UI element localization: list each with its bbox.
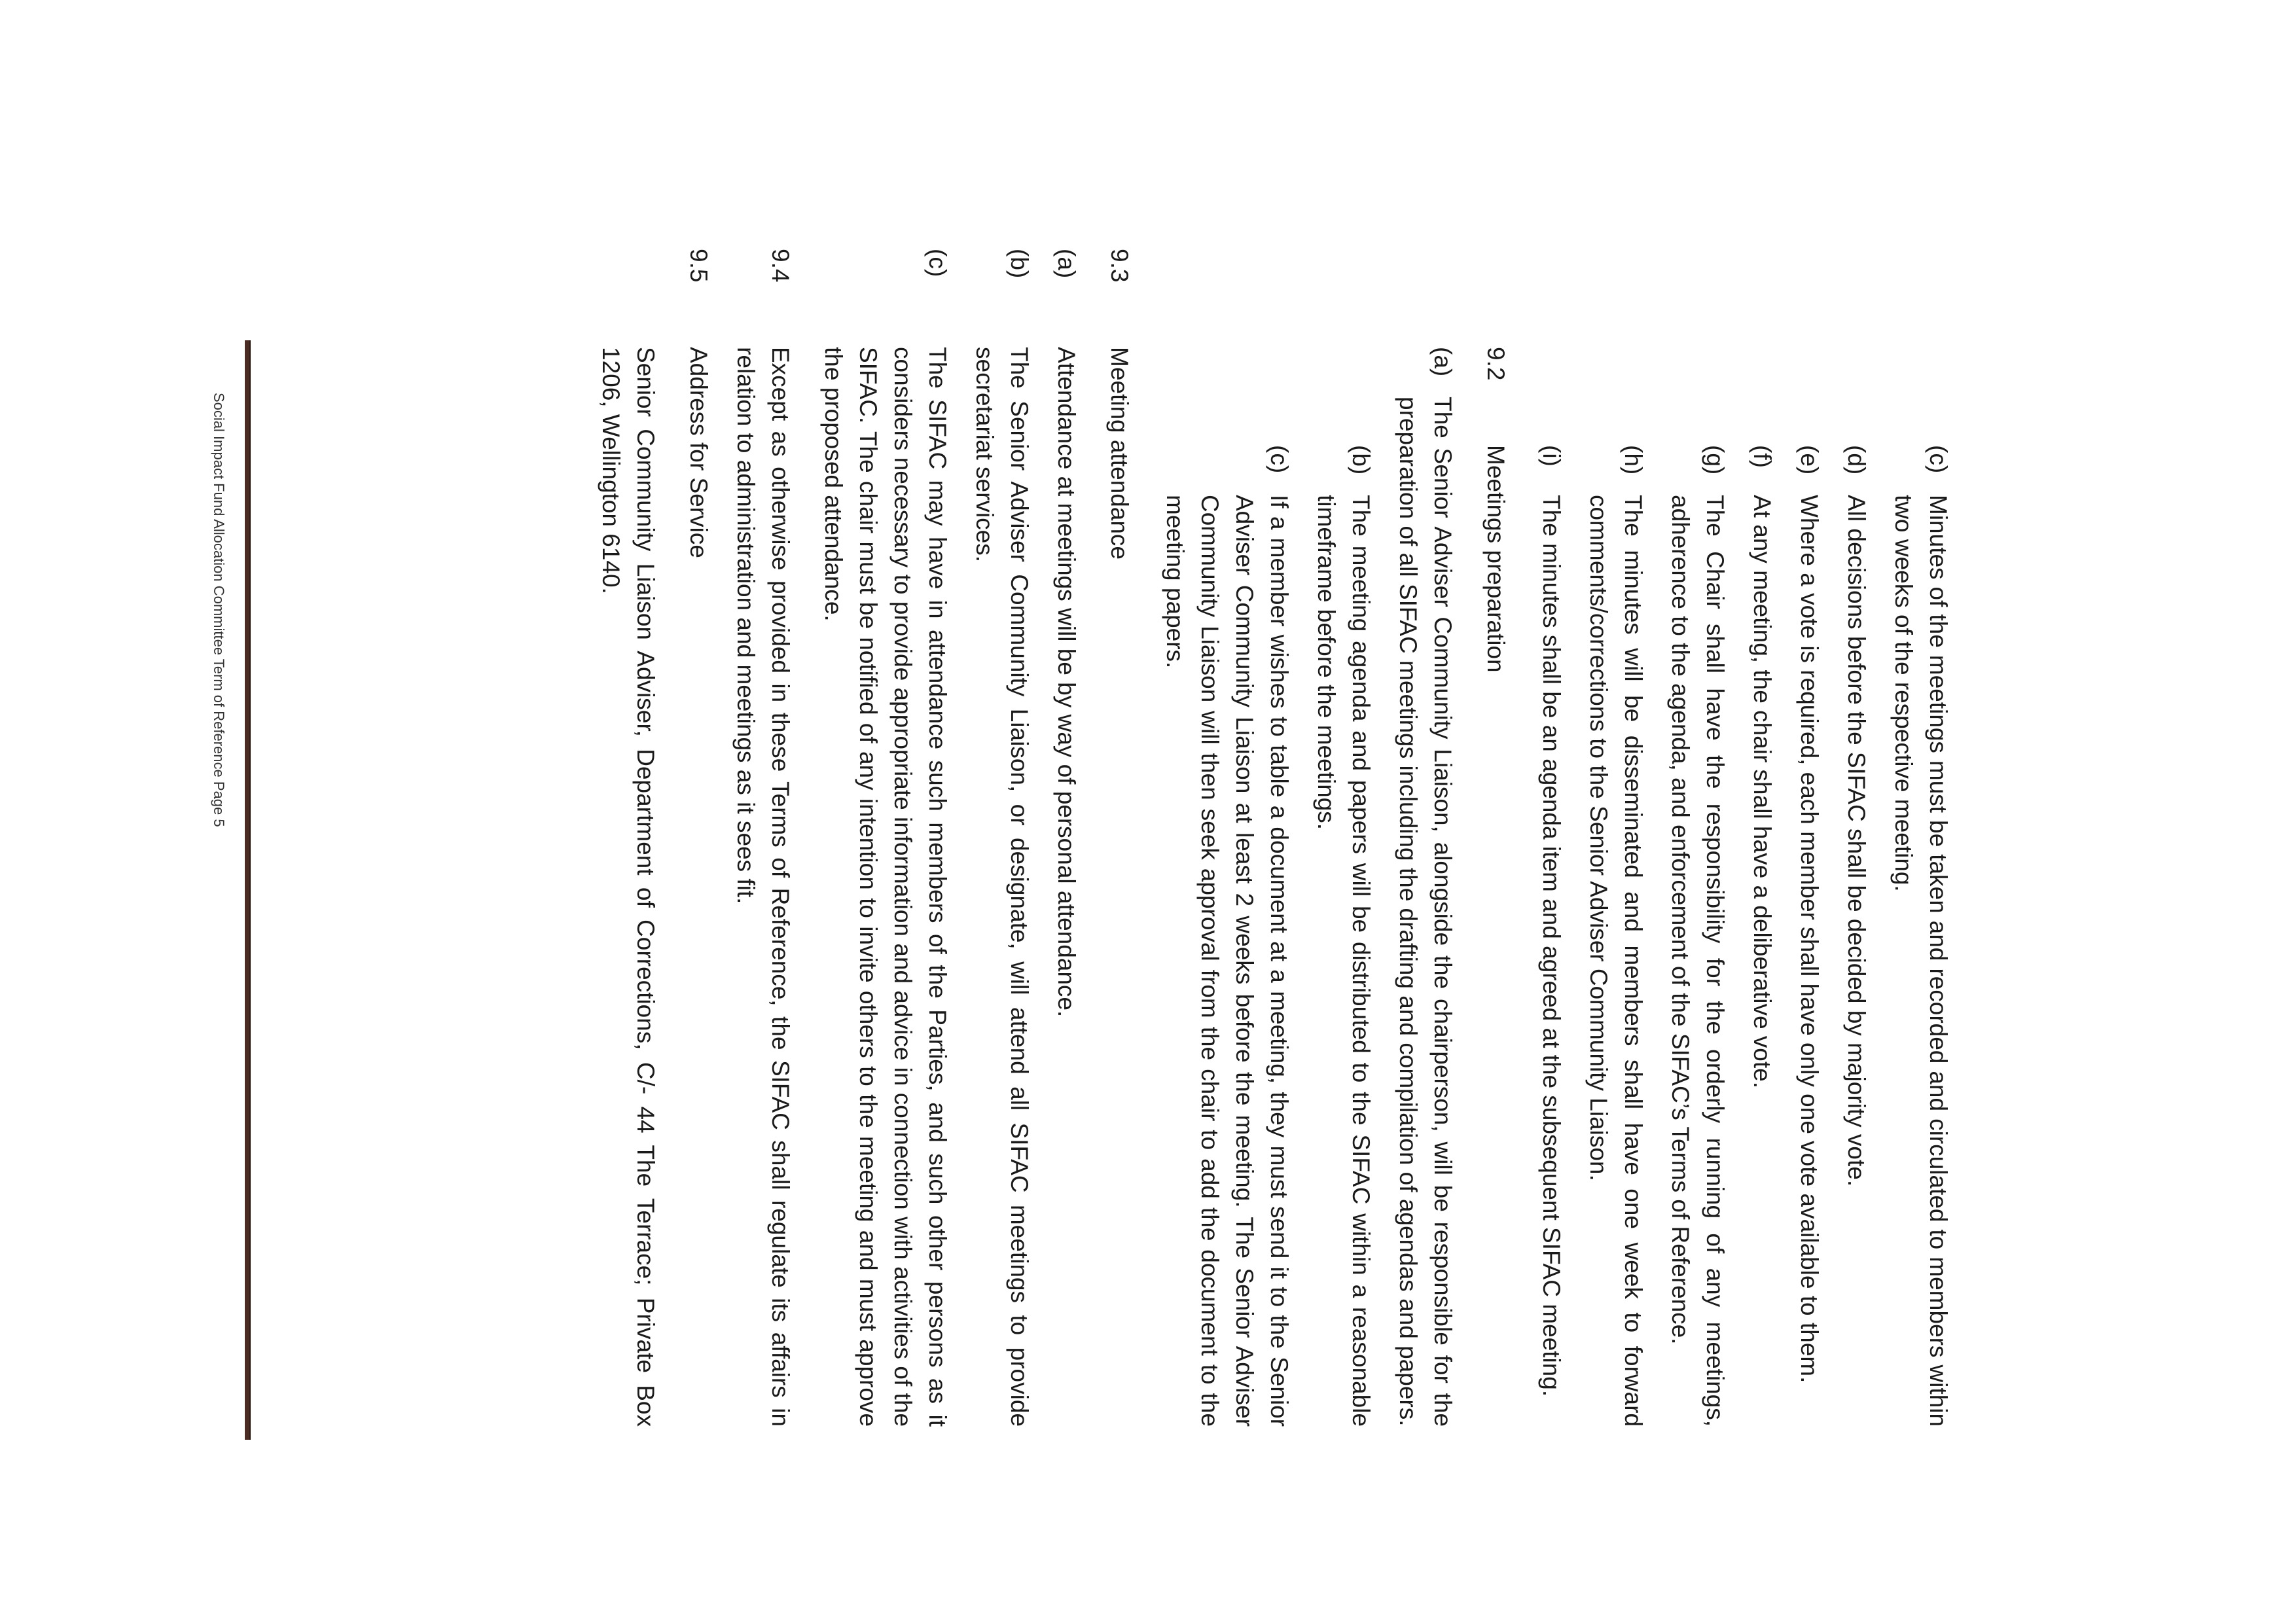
item-text: The Chair shall have the responsibility for the orderly running of any meetings, adherence to the agenda, and enforcement of the SIFAC’s Terms of Reference. [1667,495,1729,1427]
item-label: (a) [1053,249,1080,279]
item-label: (d) [1843,445,1870,475]
section-number: 9.2 [1482,347,1509,381]
list-item [1309,445,1378,1427]
item-label: (c) [924,249,951,277]
list-item [1581,445,1651,1427]
item-label: (b) [1006,249,1033,279]
list-item [1158,445,1297,1427]
section-9-2 [1158,347,1513,1427]
list-item [1792,445,1827,1427]
section-9-3 [816,249,1137,1427]
list-item [1391,347,1460,1427]
item-text: The meeting agenda and papers will be distributed to the SIFAC within a reasonable timeframe before the meetings. [1313,495,1374,1427]
list-item [816,249,955,1427]
section-number: 9.3 [1106,249,1133,283]
item-text: At any meeting, the chair shall have a deliberative vote. [1749,495,1776,1089]
item-label: (e) [1796,445,1823,475]
item-label: (c) [1925,445,1952,474]
item-label: (g) [1702,445,1729,475]
section-number: 9.4 [767,249,794,283]
item-label: (f) [1749,445,1776,468]
section-title: Meeting attendance [1106,347,1133,560]
section-heading [1102,249,1137,1427]
items-continued [1534,445,1956,1427]
footer-divider [245,340,251,1440]
item-text: The minutes shall be an agenda item and agreed at the subsequent SIFAC meeting. [1538,495,1565,1397]
item-label: (a) [1429,347,1456,377]
item-text: Minutes of the meetings must be taken and recorded and circulated to members within two weeks of the respective meeting. [1890,495,1952,1427]
item-text: The SIFAC may have in attendance such members of the Parties, and such other persons as it considers necessary to provide appropriate information and advice in connection with activities of the SIFAC. The chair must be notified of any intention to invite others to the meeting and must approve the proposed attendance. [820,347,951,1427]
sub-items [1158,445,1378,1427]
list-item [967,249,1037,1427]
item-label: (c) [1266,445,1293,474]
list-item [1534,445,1569,1427]
item-text: The minutes will be disseminated and members shall have one week to forward comments/corrections to the Senior Adviser Community Liaison. [1585,495,1647,1427]
item-text: If a member wishes to table a document at a meeting, they must send it to the Senior Adviser Community Liaison at least 2 weeks before the meeting. The Senior Adviser Community Liaison will then seek approval from the chair to add the document to the meeting papers. [1162,495,1293,1427]
section-text: Except as otherwise provided in these Terms of Reference, the SIFAC shall regulate its affairs in relation to administration and meetings as it sees fit. [732,347,794,1427]
item-label: (h) [1620,445,1647,475]
list-item [1839,445,1874,1427]
section-title: Address for Service [685,347,712,558]
section-heading [681,249,716,1427]
list-item [1745,445,1780,1427]
item-label: (b) [1348,445,1374,475]
section-9-5 [594,249,716,1427]
page-footer: Social Impact Fund Allocation Committee Term of Reference Page 5 [211,393,227,827]
item-text: Attendance at meetings will be by way of personal attendance. [1053,347,1080,1018]
item-text: The Senior Adviser Community Liaison, or designate, will attend all SIFAC meetings to provide secretariat services. [971,347,1033,1427]
item-label: (i) [1538,445,1565,467]
section-heading [1479,347,1513,1427]
section-title: Meetings preparation [1482,445,1509,673]
item-text: Where a vote is required, each member shall have only one vote available to them. [1796,495,1823,1383]
list-item [1663,445,1732,1427]
list-item [1049,249,1084,1427]
service-address: Senior Community Liaison Adviser, Department of Corrections, C/- 44 The Terrace; Private Box 1206, Wellington 6140. [598,347,659,1427]
document-body [581,249,1956,1427]
item-text: All decisions before the SIFAC shall be decided by majority vote. [1843,495,1870,1187]
section-9-4 [728,249,798,1427]
list-item [1886,445,1956,1427]
item-text: The Senior Adviser Community Liaison, alongside the chairperson, will be responsible for the preparation of all SIFAC meetings including the drafting and compilation of agendas and papers. [1395,397,1456,1427]
section-number: 9.5 [685,249,712,283]
